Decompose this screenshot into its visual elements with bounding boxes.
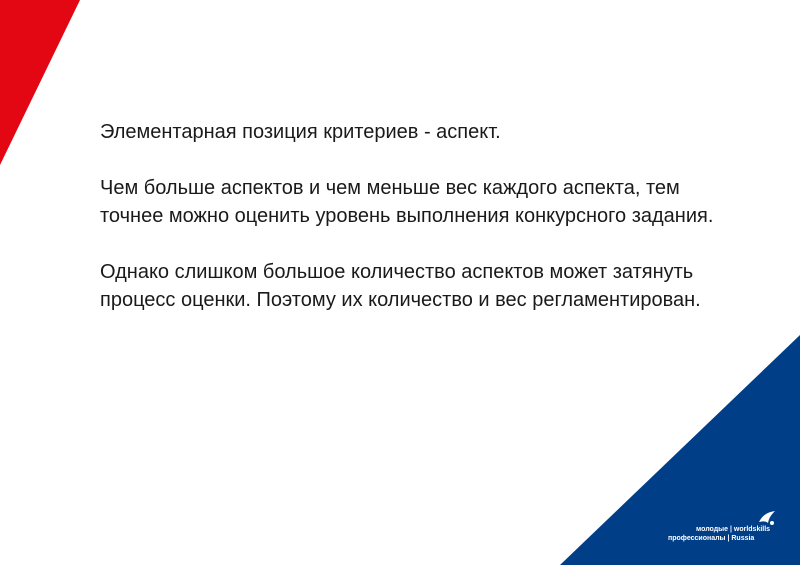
logo-text-line2: профессионалы | Russia (668, 535, 755, 542)
paragraph-definition: Элементарная позиция критериев - аспект. (100, 121, 501, 143)
red-corner-shape (0, 0, 80, 165)
logo-text-line1: молодые | worldskills (696, 526, 771, 533)
worldskills-logo (668, 508, 783, 548)
paragraph-aspects-weight: Чем больше аспектов и чем меньше вес каждого аспекта, тем точнее можно оценить уровень выполнения конкурсного задания. (100, 177, 714, 227)
slide-text (100, 118, 740, 342)
paragraph-limitation: Однако слишком большое количество аспектов может затянуть процесс оценки. Поэтому их количество и вес регламентирован. (100, 261, 701, 311)
